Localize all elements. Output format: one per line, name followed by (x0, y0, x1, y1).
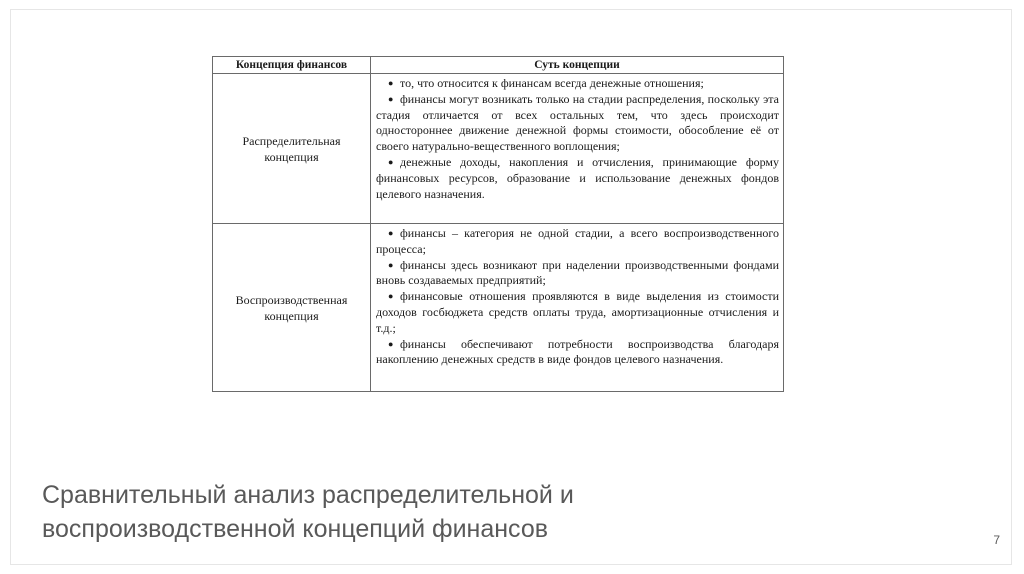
essence-item (364, 76, 779, 92)
essence-item (364, 337, 779, 369)
header-concept: Концепция финансов (213, 57, 371, 74)
essence-item (364, 289, 779, 336)
essence-item (364, 226, 779, 258)
bullet-icon: ● (388, 156, 394, 167)
essence-text: финансы – категория не одной стадии, а всего воспроизводственного процесса; (376, 226, 779, 256)
table-row-distribution (213, 74, 784, 224)
header-essence: Суть концепции (371, 57, 784, 74)
concept-name-cell (213, 224, 371, 392)
concept-comparison-table (212, 56, 784, 392)
essence-text: денежные доходы, накопления и отчисления, принимающие форму финансовых ресурсов, образование и использование денежных фондов целевого назначения. (376, 154, 779, 201)
essence-text: то, что относится к финансам всегда денежные отношения; (400, 76, 704, 90)
essence-list (376, 76, 779, 202)
concept-essence-cell (371, 74, 784, 224)
essence-list (376, 226, 779, 368)
bullet-icon: ● (388, 93, 394, 104)
essence-text: финансы обеспечивают потребности воспроизводства благодаря накоплению денежных средств в виде фондов целевого назначения. (376, 336, 779, 367)
essence-item (364, 155, 779, 202)
essence-item (364, 258, 779, 290)
slide-title (42, 478, 574, 546)
concept-name: Распределительная концепция (242, 133, 341, 164)
bullet-icon: ● (388, 78, 394, 88)
essence-item (364, 92, 779, 155)
slide-title-line: Сравнительный анализ распределительной и (42, 481, 574, 509)
slide-title-line: воспроизводственной концепций финансов (42, 515, 549, 543)
page-number: 7 (993, 533, 1000, 547)
essence-text: финансы здесь возникают при наделении производственными фондами вновь создаваемых предприятий; (376, 257, 779, 288)
bullet-icon: ● (388, 259, 394, 270)
concept-name: Воспроизводственная концепция (235, 292, 348, 323)
table-header-row (213, 57, 784, 74)
bullet-icon: ● (388, 338, 394, 349)
concept-essence-cell (371, 224, 784, 392)
essence-text: финансовые отношения проявляются в виде выделения из стоимости доходов госбюджета средств оплаты труда, амортизационные отчисления и т.д.; (376, 289, 779, 335)
concept-name-cell (213, 74, 371, 224)
bullet-icon: ● (388, 228, 394, 238)
essence-text: финансы могут возникать только на стадии распределения, поскольку эта стадия отличается от всех остальных тем, что здесь происходит одностороннее движение денежной формы стоимости, обособление её от своего натурально-вещественного воплощения; (376, 91, 779, 154)
table-row-reproduction (213, 224, 784, 392)
bullet-icon: ● (388, 291, 394, 302)
